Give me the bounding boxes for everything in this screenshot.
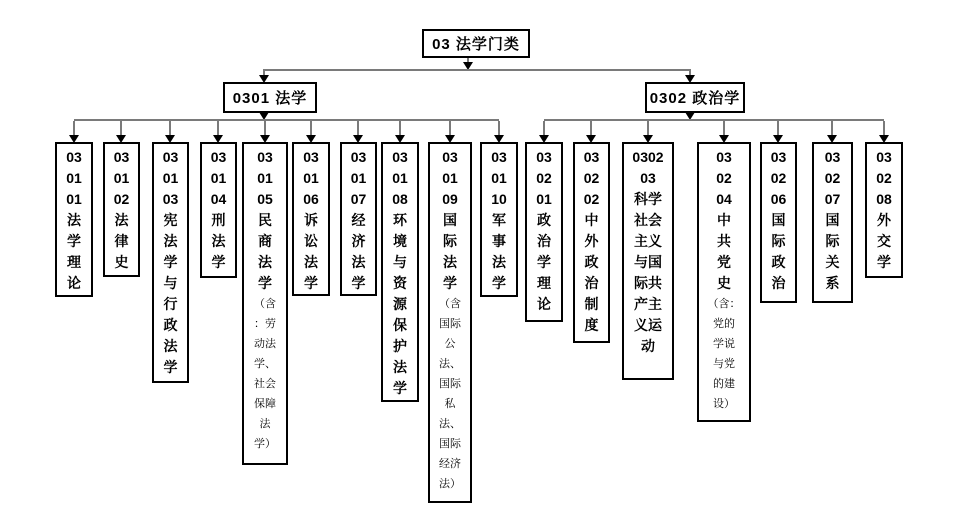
- leaf-node-030102: [103, 142, 140, 277]
- leaf-text-line: 学: [211, 254, 226, 270]
- connector-stub: [543, 121, 545, 135]
- leaf-note-line: 法、: [439, 418, 461, 430]
- leaf-text-line: 法: [211, 233, 226, 249]
- leaf-text-line: 外: [584, 233, 599, 249]
- leaf-note-line: （含：: [707, 298, 741, 310]
- leaf-text-line: 理: [67, 254, 81, 270]
- leaf-text-line: 08: [876, 191, 892, 207]
- leaf-text-line: 01: [303, 170, 319, 186]
- leaf-text-line: 01: [392, 170, 408, 186]
- leaf-text-line: 03: [770, 149, 787, 165]
- leaf-note-line: ：劳: [254, 318, 276, 330]
- leaf-text-line: 03: [303, 149, 319, 165]
- leaf-note-line: 学说: [713, 338, 735, 350]
- leaf-text-line: 与国: [634, 254, 662, 270]
- leaf-text-line: 04: [210, 191, 227, 207]
- leaf-text-line: 03: [491, 149, 507, 165]
- leaf-note-line: 私: [444, 398, 456, 410]
- leaf-text-line: 源: [393, 296, 407, 312]
- leaf-note-line: 设）: [713, 398, 735, 410]
- leaf-text-line: 01: [491, 170, 507, 186]
- leaf-text-line: 民: [258, 212, 272, 228]
- leaf-text-line: 行: [163, 296, 178, 312]
- leaf-text-line: 外: [877, 212, 891, 228]
- leaf-text-line: 03: [66, 149, 82, 165]
- leaf-node-030108: [381, 142, 419, 402]
- leaf-text-line: 与: [163, 275, 178, 291]
- leaf-node-030206: [760, 142, 797, 303]
- leaf-text-line: 06: [303, 191, 319, 207]
- connector-stub: [831, 121, 833, 135]
- leaf-text-line: 法: [258, 254, 272, 270]
- leaf-note-line: （含: [254, 298, 276, 310]
- leaf-text-line: 讼: [304, 233, 318, 249]
- leaf-text-line: 资: [393, 275, 407, 291]
- leaf-note-line: 与党: [713, 358, 735, 370]
- leaf-text-line: 02: [113, 191, 130, 207]
- leaf-text-line: 07: [824, 191, 841, 207]
- leaf-text-line: 法: [67, 212, 81, 228]
- connector-stub: [449, 121, 451, 135]
- leaf-text-line: 03: [442, 149, 458, 165]
- leaf-text-line: 法: [393, 359, 407, 375]
- leaf-text-line: 论: [67, 275, 81, 291]
- leaf-text-line: 中: [584, 212, 599, 228]
- leaf-text-line: 史: [114, 254, 129, 270]
- leaf-note-line: 社会: [254, 378, 276, 390]
- leaf-text-line: 法: [351, 254, 366, 270]
- leaf-node-030106: [292, 142, 330, 296]
- leaf-text-line: 03: [876, 149, 892, 165]
- leaf-text-line: 动: [641, 338, 655, 354]
- leaf-note-line: 动法: [254, 338, 276, 350]
- leaf-text-line: 经: [351, 212, 366, 228]
- leaf-text-line: 02: [716, 170, 732, 186]
- connector-stub: [777, 121, 779, 135]
- leaf-text-line: 03: [350, 149, 367, 165]
- leaf-node-030107: [340, 142, 377, 296]
- leaf-text-line: 政: [537, 212, 551, 228]
- leaf-text-line: 理: [537, 275, 551, 291]
- leaf-node-030202: [573, 142, 610, 343]
- connector-stub: [264, 121, 266, 135]
- leaf-text-line: 01: [113, 170, 130, 186]
- leaf-text-line: 法: [304, 254, 318, 270]
- leaf-note-line: 国际: [439, 318, 461, 330]
- leaf-text-line: 共: [717, 233, 731, 249]
- connector-stub: [73, 121, 75, 135]
- leaf-text-line: 社会: [634, 212, 662, 228]
- leaf-text-line: 史: [717, 275, 731, 291]
- leaf-text-line: 法: [163, 338, 178, 354]
- leaf-node-030203: [622, 142, 674, 380]
- leaf-text-line: 法: [114, 212, 129, 228]
- leaf-text-line: 02: [876, 170, 892, 186]
- leaf-text-line: 学: [393, 380, 407, 396]
- leaf-text-line: 03: [824, 149, 841, 165]
- leaf-text-line: 环: [393, 212, 407, 228]
- leaf-node-030109: [428, 142, 472, 503]
- leaf-text-line: 10: [491, 191, 507, 207]
- leaf-note-line: 国际: [439, 378, 461, 390]
- leaf-text-line: 法: [492, 254, 506, 270]
- leaf-text-line: 06: [770, 191, 787, 207]
- leaf-text-line: 国: [825, 212, 840, 228]
- leaf-text-line: 学: [304, 275, 318, 291]
- connector-stub: [357, 121, 359, 135]
- leaf-text-line: 治: [584, 275, 599, 291]
- leaf-note-line: 保障: [254, 398, 276, 410]
- leaf-text-line: 义运: [634, 317, 662, 333]
- leaf-text-line: 09: [442, 191, 458, 207]
- leaf-text-line: 律: [114, 233, 129, 249]
- leaf-text-line: 政: [163, 317, 178, 333]
- leaf-node-030201: [525, 142, 563, 322]
- leaf-text-line: 法: [163, 233, 178, 249]
- leaf-node-030207: [812, 142, 853, 303]
- leaf-note-line: 法: [259, 418, 271, 430]
- leaf-text-line: 度: [584, 317, 599, 333]
- leaf-text-line: 诉: [304, 212, 318, 228]
- connector-stub: [169, 121, 171, 135]
- branch-node-political-science: 0302 政治学: [645, 82, 745, 113]
- leaf-text-line: 政: [771, 254, 786, 270]
- leaf-text-line: 护: [393, 338, 407, 354]
- leaf-text-line: 0302: [632, 149, 664, 165]
- connector-rail: [74, 119, 499, 121]
- leaf-text-line: 03: [113, 149, 130, 165]
- leaf-node-030208: [865, 142, 903, 278]
- leaf-note-line: （含: [439, 298, 461, 310]
- leaf-text-line: 学: [258, 275, 272, 291]
- leaf-text-line: 国: [443, 212, 457, 228]
- connector-rail: [263, 69, 691, 71]
- connector-stub: [498, 121, 500, 135]
- leaf-note-line: 法）: [439, 478, 461, 490]
- leaf-text-line: 中: [717, 212, 731, 228]
- leaf-text-line: 学: [492, 275, 506, 291]
- leaf-note-line: 党的: [713, 318, 735, 330]
- leaf-text-line: 学: [877, 254, 891, 270]
- leaf-text-line: 学: [537, 254, 551, 270]
- root-node: 03 法学门类: [422, 29, 530, 58]
- connector-rail: [544, 119, 884, 121]
- connector-stub: [310, 121, 312, 135]
- connector-stub: [120, 121, 122, 135]
- leaf-text-line: 国: [771, 212, 786, 228]
- leaf-note-line: 的建: [713, 378, 735, 390]
- leaf-text-line: 关: [825, 254, 840, 270]
- leaf-text-line: 交: [877, 233, 891, 249]
- leaf-text-line: 03: [162, 149, 179, 165]
- leaf-text-line: 法: [443, 254, 457, 270]
- leaf-text-line: 制: [584, 296, 599, 312]
- leaf-text-line: 03: [536, 149, 552, 165]
- leaf-node-030103: [152, 142, 189, 383]
- leaf-note-line: 公: [444, 338, 456, 350]
- leaf-node-030104: [200, 142, 237, 278]
- leaf-text-line: 03: [392, 149, 408, 165]
- leaf-text-line: 02: [536, 170, 552, 186]
- leaf-text-line: 济: [351, 233, 366, 249]
- leaf-text-line: 学: [67, 233, 81, 249]
- down-arrow-icon: [685, 75, 695, 83]
- leaf-text-line: 政: [584, 254, 599, 270]
- leaf-text-line: 07: [350, 191, 367, 207]
- leaf-text-line: 系: [825, 275, 840, 291]
- leaf-text-line: 01: [66, 191, 82, 207]
- leaf-node-030105: [242, 142, 288, 465]
- leaf-text-line: 03: [640, 170, 656, 186]
- leaf-note-line: 学）: [254, 438, 276, 450]
- leaf-text-line: 08: [392, 191, 408, 207]
- leaf-note-line: 国际: [439, 438, 461, 450]
- leaf-text-line: 治: [771, 275, 786, 291]
- leaf-text-line: 刑: [211, 212, 226, 228]
- leaf-text-line: 商: [258, 233, 272, 249]
- leaf-text-line: 01: [536, 191, 552, 207]
- leaf-text-line: 治: [537, 233, 551, 249]
- leaf-text-line: 与: [393, 254, 407, 270]
- down-arrow-icon: [259, 75, 269, 83]
- leaf-text-line: 宪: [163, 212, 178, 228]
- leaf-text-line: 科学: [634, 191, 662, 207]
- leaf-text-line: 03: [583, 149, 600, 165]
- leaf-text-line: 02: [824, 170, 841, 186]
- leaf-text-line: 02: [583, 170, 600, 186]
- connector-stub: [399, 121, 401, 135]
- leaf-text-line: 事: [492, 233, 506, 249]
- leaf-text-line: 际: [825, 233, 840, 249]
- leaf-text-line: 保: [393, 317, 407, 333]
- connector-stub: [217, 121, 219, 135]
- leaf-text-line: 学: [443, 275, 457, 291]
- leaf-text-line: 学: [351, 275, 366, 291]
- leaf-text-line: 军: [492, 212, 506, 228]
- leaf-text-line: 04: [716, 191, 732, 207]
- branch-node-law: 0301 法学: [223, 82, 317, 113]
- leaf-text-line: 02: [770, 170, 787, 186]
- connector-stub: [883, 121, 885, 135]
- leaf-note-line: 法、: [439, 358, 461, 370]
- leaf-note-line: 经济: [439, 458, 461, 470]
- leaf-node-030204: [697, 142, 751, 422]
- leaf-text-line: 03: [257, 149, 273, 165]
- leaf-text-line: 学: [163, 359, 178, 375]
- leaf-text-line: 03: [716, 149, 732, 165]
- leaf-text-line: 境: [393, 233, 407, 249]
- leaf-text-line: 际: [443, 233, 457, 249]
- connector-stub: [590, 121, 592, 135]
- leaf-text-line: 01: [257, 170, 273, 186]
- leaf-text-line: 03: [162, 191, 179, 207]
- leaf-node-030101: [55, 142, 93, 297]
- leaf-text-line: 02: [583, 191, 600, 207]
- leaf-text-line: 产主: [634, 296, 662, 312]
- leaf-text-line: 01: [162, 170, 179, 186]
- leaf-text-line: 03: [210, 149, 227, 165]
- leaf-text-line: 学: [163, 254, 178, 270]
- leaf-node-030110: [480, 142, 518, 297]
- leaf-text-line: 01: [350, 170, 367, 186]
- leaf-text-line: 党: [717, 254, 731, 270]
- leaf-text-line: 际: [771, 233, 786, 249]
- connector-stub: [647, 121, 649, 135]
- connector-stub: [723, 121, 725, 135]
- leaf-text-line: 01: [66, 170, 82, 186]
- leaf-note-line: 学、: [254, 358, 276, 370]
- leaf-text-line: 论: [537, 296, 551, 312]
- leaf-text-line: 05: [257, 191, 273, 207]
- leaf-text-line: 际共: [634, 275, 662, 291]
- leaf-text-line: 主义: [634, 233, 662, 249]
- leaf-text-line: 01: [442, 170, 458, 186]
- leaf-text-line: 01: [210, 170, 227, 186]
